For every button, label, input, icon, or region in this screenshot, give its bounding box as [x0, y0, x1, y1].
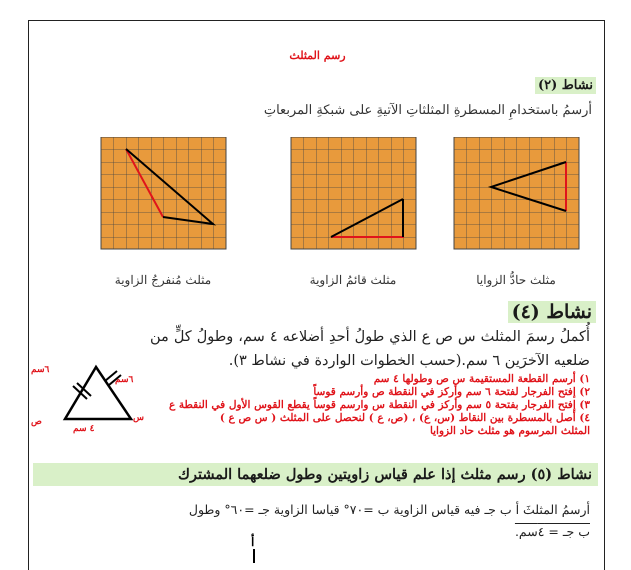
grid-obtuse: [101, 137, 226, 249]
step-4: ٤) أصل بالمسطرة بين النقاط (س، ع) ، (ص، ع ) لنحصل على المثلث ( س ص ع ): [219, 412, 590, 424]
activity4-paragraph: أُكملُ رسمَ المثلث س ص ع الذي طولُ أحدِ أضلاعه ٤ سم، وطولُ كلٍّ من ضلعيه الآخرَين ٦ سم.(حسب الخطوات الواردة في نشاط ٣).: [150, 329, 590, 369]
side-right-label: ٦سم: [115, 375, 134, 385]
activity5-line2: ب جـ = ٤سم.: [514, 524, 590, 539]
step-conclusion: المثلث المرسوم هو مثلث حاد الزوايا: [429, 425, 590, 437]
caption-right: مثلث قائمُ الزاوية: [309, 273, 397, 287]
activity4-heading: نشاط (٤): [508, 301, 596, 323]
step-3: ٣) إفتح الفرجار بفتحة ٥ سم وأركز في النقطة س وارسم قوساً يقطع القوس الأول في النقطة ع: [168, 399, 590, 411]
page-title: رسم المثلث: [289, 49, 346, 62]
grids-figure: [29, 137, 606, 272]
step-2: ٢) إفتح الفرجار لفتحة ٦ سم وأركز في النقطة ص وأرسم قوساً: [313, 386, 590, 398]
vertex-a-line: [253, 549, 255, 563]
vertex-a-label: أ: [251, 535, 255, 549]
activity5-text: [150, 499, 590, 543]
activity5-line1: أرسمُ المثلثَ أ ب جـ فيه قياس الزاوية ب =٧٠° قياسا الزاوية جـ =٦٠° وطول: [188, 502, 590, 517]
activity2-instruction: أرسمُ باستخدامِ المسطرةِ المثلثاتِ الآتيةِ على شبكةِ المربعاتِ: [263, 103, 592, 118]
caption-acute: مثلث حادُّ الزوايا: [476, 273, 556, 287]
caption-obtuse: مثلث مُنفرجُ الزاوية: [114, 273, 212, 287]
grid-right: [291, 137, 416, 249]
base-label: ٤ سم: [73, 424, 95, 434]
worksheet-page: [28, 20, 605, 570]
vertex-p-label: ص: [31, 417, 42, 427]
triangle-figure: [51, 359, 141, 429]
step-1: ١) أرسم القطعة المستقيمة س ص وطولها ٤ سم: [373, 373, 590, 385]
vertex-s-label: س: [133, 413, 144, 423]
grid-acute: [454, 137, 579, 249]
activity4-steps: [130, 373, 590, 438]
activity2-heading: نشاط (٢): [535, 77, 596, 94]
activity5-heading: نشاط (٥) رسم مثلث إذا علم قياس زاويتين وطول ضلعهما المشترك: [33, 463, 598, 486]
side-left-label: ٦سم: [31, 365, 50, 375]
